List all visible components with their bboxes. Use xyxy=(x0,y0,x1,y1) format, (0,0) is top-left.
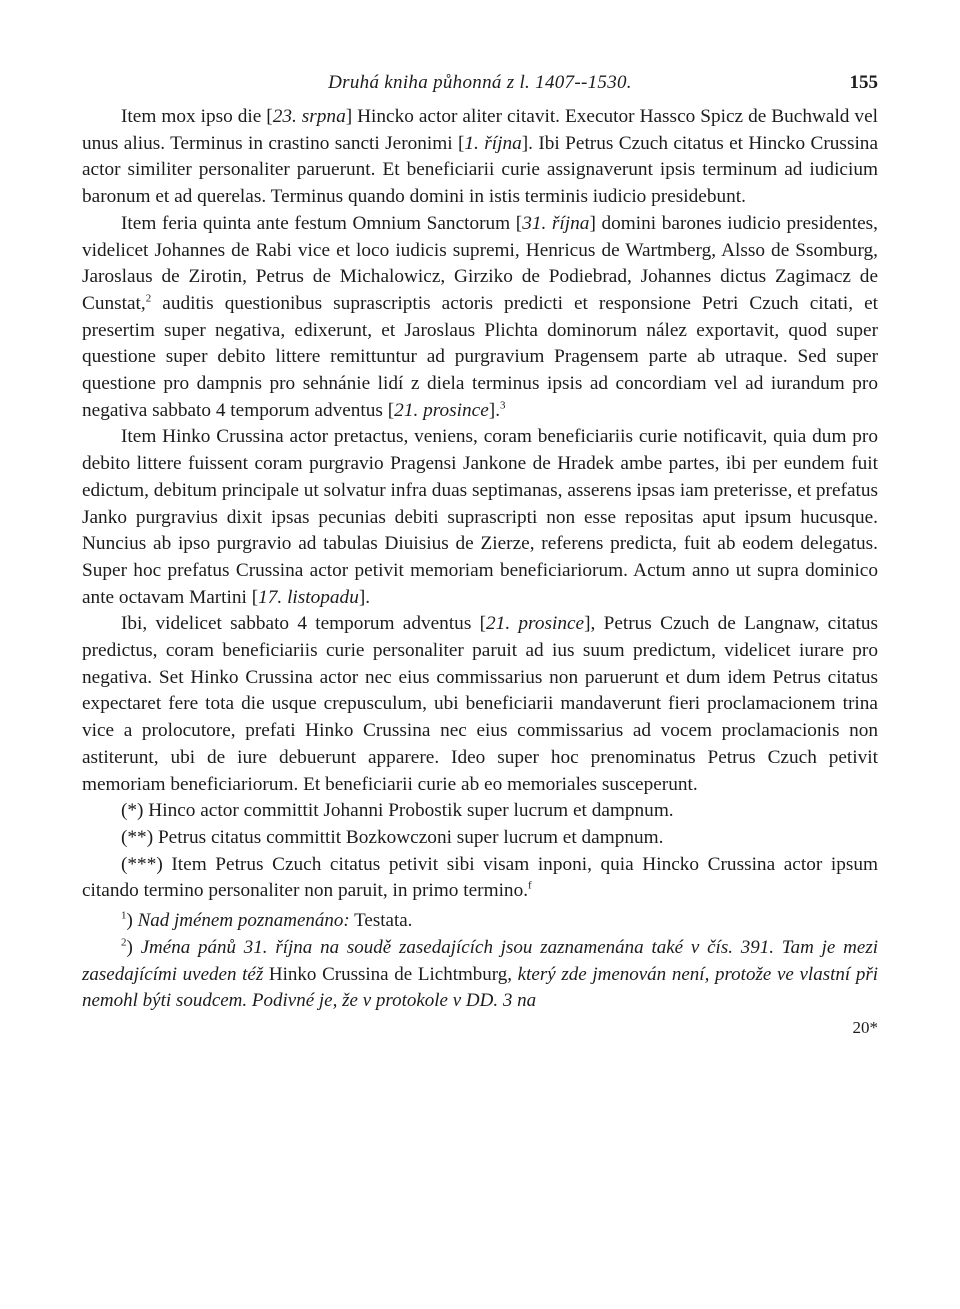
signature-mark: 20* xyxy=(852,1017,878,1037)
footnote-ref-3: 3 xyxy=(500,399,506,412)
paragraph-2: Item feria quinta ante festum Omnium Sanctorum [31. října] domini barones iudicio presidentes, videlicet Johannes de Rabi vice et loco iudicis supremi, Henricus de Wartmberg, Alsso de Ssomburg, Jaroslaus de Zirotin, Petrus de Michalowicz, Girziko de Podiebrad, Johannes dictus Zagimacz de Cunstat,$^2$ auditis questionibus suprascriptis actoris predicti et responsione Petri Czuch citati, et presertim super negativa, edixerunt, et Jaroslaus Plichta dominorum nález exportavit, quod super questione super debito littere remittuntur ad purgravium Pragensem parte ab utraque. Sed super questione pro dampnis pro sehnánie lidí z diela terminus ipsis ad concordiam vel ad iurandum pro negativa sabbato 4 temporum adventus [21. prosince].$^3$ xyxy=(82,212,878,421)
note-3: (***) Item Petrus Czuch citatus petivit sibi visam inponi, quia Hincko Crussina actor ipsum citando termino personaliter non paruit, in primo termino.$^f$ xyxy=(82,853,878,902)
footnote-2: $^2$) Jména pánů 31. října na soudě zasedajících jsou zaznamenána také v čís. 391. Tam je mezi zasedajícími uveden též Hinko Crussina de Lichtmburg, který zde jmenován není, protože ve vlastní při nemohl býti soudcem. Podivné je, že v protokole v DD. 3 na xyxy=(82,936,879,1012)
footnotes xyxy=(82,908,878,1015)
note-2: (**) Petrus citatus committit Bozkowczoni super lucrum et dampnum. xyxy=(121,826,664,848)
document-page xyxy=(82,70,879,1037)
page-header xyxy=(82,70,878,104)
note-1: (*) Hinco actor committit Johanni Probostik super lucrum et dampnum. xyxy=(121,800,674,822)
note-3-mark: f xyxy=(528,879,532,892)
footnote-ref-2: 2 xyxy=(145,292,152,305)
page-number: 155 xyxy=(849,72,878,93)
paragraph-1: Item mox ipso die [23. srpna] Hincko actor aliter citavit. Executor Hassco Spicz de Buchwald vel unus alius. Terminus in crastino sancti Jeronimi [1. října]. Ibi Petrus Czuch citatus et Hincko Crussina actor similiter personaliter paruerunt. Et beneficiarii curie assignaverunt ipsis terminum ad iudicium baronum et ad querelas. Terminus quando domini in istis terminis iudicio presidebunt. xyxy=(82,106,878,208)
paragraph-4: Ibi, videlicet sabbato 4 temporum adventus [21. prosince], Petrus Czuch de Langnaw, citatus predictus, coram beneficiariis curie personaliter paruit ad ius suum predictum, videlicet iurare pro negativa. Set Hinko Crussina actor nec eius commissarius non paruerunt et dum idem Petrus citatus expectaret fere tota die usque crepusculum, ubi beneficiarii mandaverunt fieri proclamacionem trina vice a prolocutore, prefati Hinko Crussina nec eius commissarius ad vocem proclamacionis non astiterunt, ubi de iure debuerunt apparere. Ideo super hoc prenominatus Petrus Czuch petivit memoriam beneficiariorum. Et beneficiarii curie ab eo memoriales susceperunt. xyxy=(82,613,879,795)
running-title: Druhá kniha půhonná z l. 1407--1530. xyxy=(328,72,632,93)
paragraph-3: Item Hinko Crussina actor pretactus, veniens, coram beneficiariis curie notificavit, quia dum pro debito littere fuissent coram purgravio Pragensi Jankone de Hradek ambe partes, ibi per eundem fuit edictum, debitum principale ut solvatur infra duas septimanas, asserens ipsas iam preterisse, et prefatus Janko purgravius dixit ipsas pecunias debiti suprascripti non esse repositas aput ipsum hucusque. Nuncius ab ipso purgravio ad tabulas Diuisius de Zierze, referens predicta, fuit ab eodem delegatus. Super hoc prefatus Crussina actor petivit memoriam beneficiariorum. Actum anno ut supra dominico ante octavam Martini [17. listopadu]. xyxy=(82,426,878,608)
footnote-1: $^1$) Nad jménem poznamenáno: Testata. xyxy=(121,909,413,932)
